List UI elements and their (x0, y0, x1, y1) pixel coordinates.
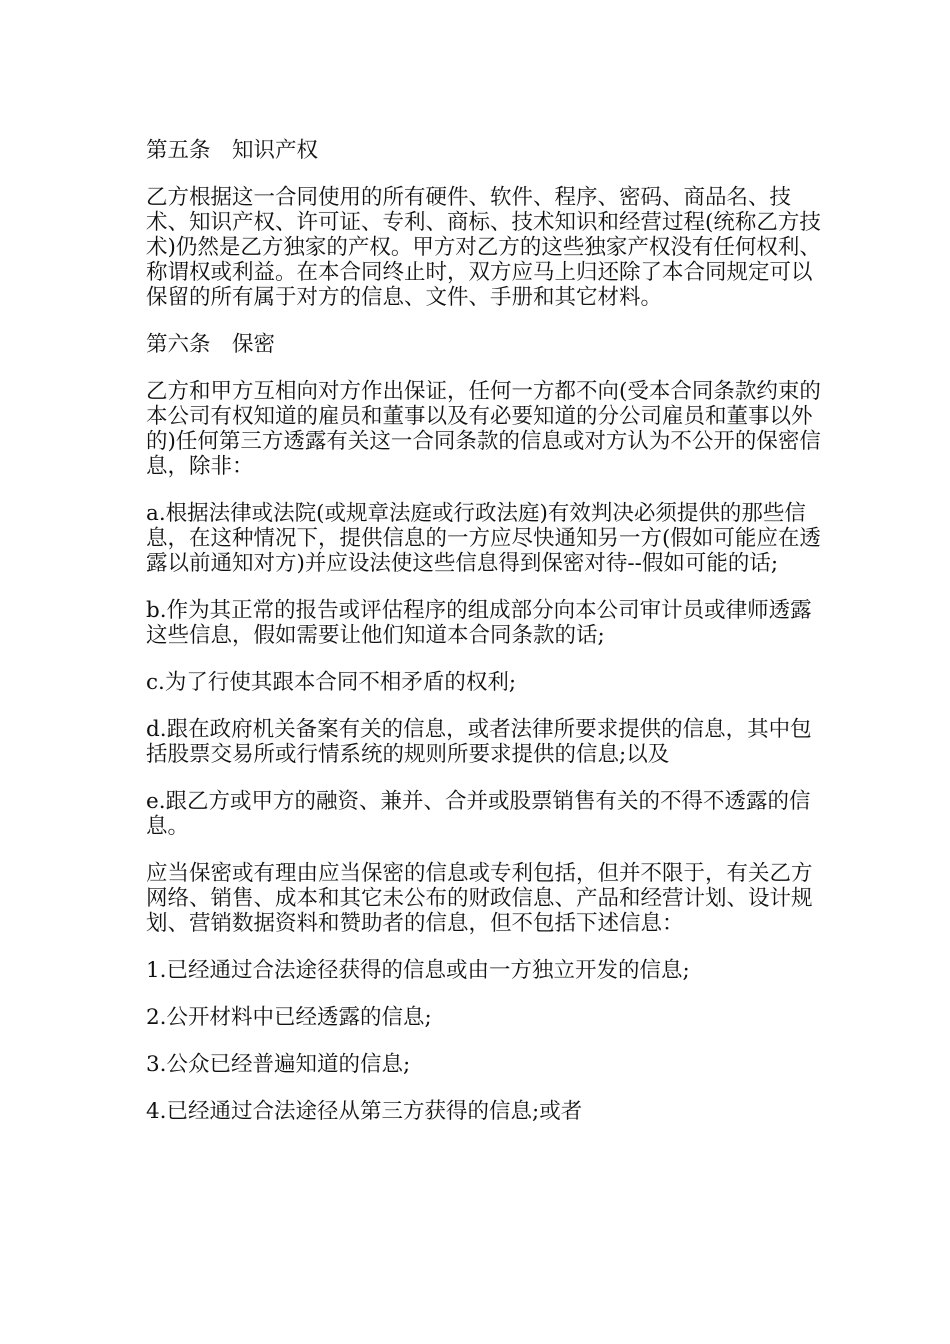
exception-item-e: e.跟乙方或甲方的融资、兼并、合并或股票销售有关的不得不透露的信息。 (146, 789, 811, 839)
exception-item-a: a.根据法律或法院(或规章法庭或行政法庭)有效判决必须提供的那些信息，在这种情况下，提供信息的一方应尽快通知另一方(假如可能应在透露以前通知对方)并应设法使这些信息得到保密对待--假如可能的话; (146, 501, 821, 576)
section-5-heading: 第五条 知识产权 (146, 138, 319, 163)
section-5-paragraph: 乙方根据这一合同使用的所有硬件、软件、程序、密码、商品名、技术、知识产权、许可证、专利、商标、技术知识和经营过程(统称乙方技术)仍然是乙方独家的产权。甲方对乙方的这些独家产权没有任何权利、称谓权或利益。在本合同终止时，双方应马上归还除了本合同规定可以保留的所有属于对方的信息、文件、手册和其它材料。 (146, 185, 821, 310)
section-6-heading: 第六条 保密 (146, 332, 276, 357)
section-6-intro: 乙方和甲方互相向对方作出保证，任何一方都不向(受本合同条款约束的本公司有权知道的雇员和董事以及有必要知道的分公司雇员和董事以外的)任何第三方透露有关这一合同条款的信息或对方认为不公开的保密信息，除非： (146, 379, 821, 479)
document-page (146, 138, 826, 1146)
excluded-item-2: 2.公开材料中已经透露的信息; (146, 1005, 432, 1030)
confidential-definition: 应当保密或有理由应当保密的信息或专利包括，但并不限于，有关乙方网络、销售、成本和其它未公布的财政信息、产品和经营计划、设计规划、营销数据资料和赞助者的信息，但不包括下述信息： (146, 861, 813, 936)
exception-item-b: b.作为其正常的报告或评估程序的组成部分向本公司审计员或律师透露这些信息，假如需要让他们知道本合同条款的话; (146, 598, 812, 648)
exception-item-d: d.跟在政府机关备案有关的信息，或者法律所要求提供的信息，其中包括股票交易所或行情系统的规则所要求提供的信息;以及 (146, 717, 812, 767)
excluded-item-1: 1.已经通过合法途径获得的信息或由一方独立开发的信息; (146, 958, 690, 983)
excluded-item-4: 4.已经通过合法途径从第三方获得的信息;或者 (146, 1099, 583, 1124)
excluded-item-3: 3.公众已经普遍知道的信息; (146, 1052, 411, 1077)
exception-item-c: c.为了行使其跟本合同不相矛盾的权利; (146, 670, 517, 695)
